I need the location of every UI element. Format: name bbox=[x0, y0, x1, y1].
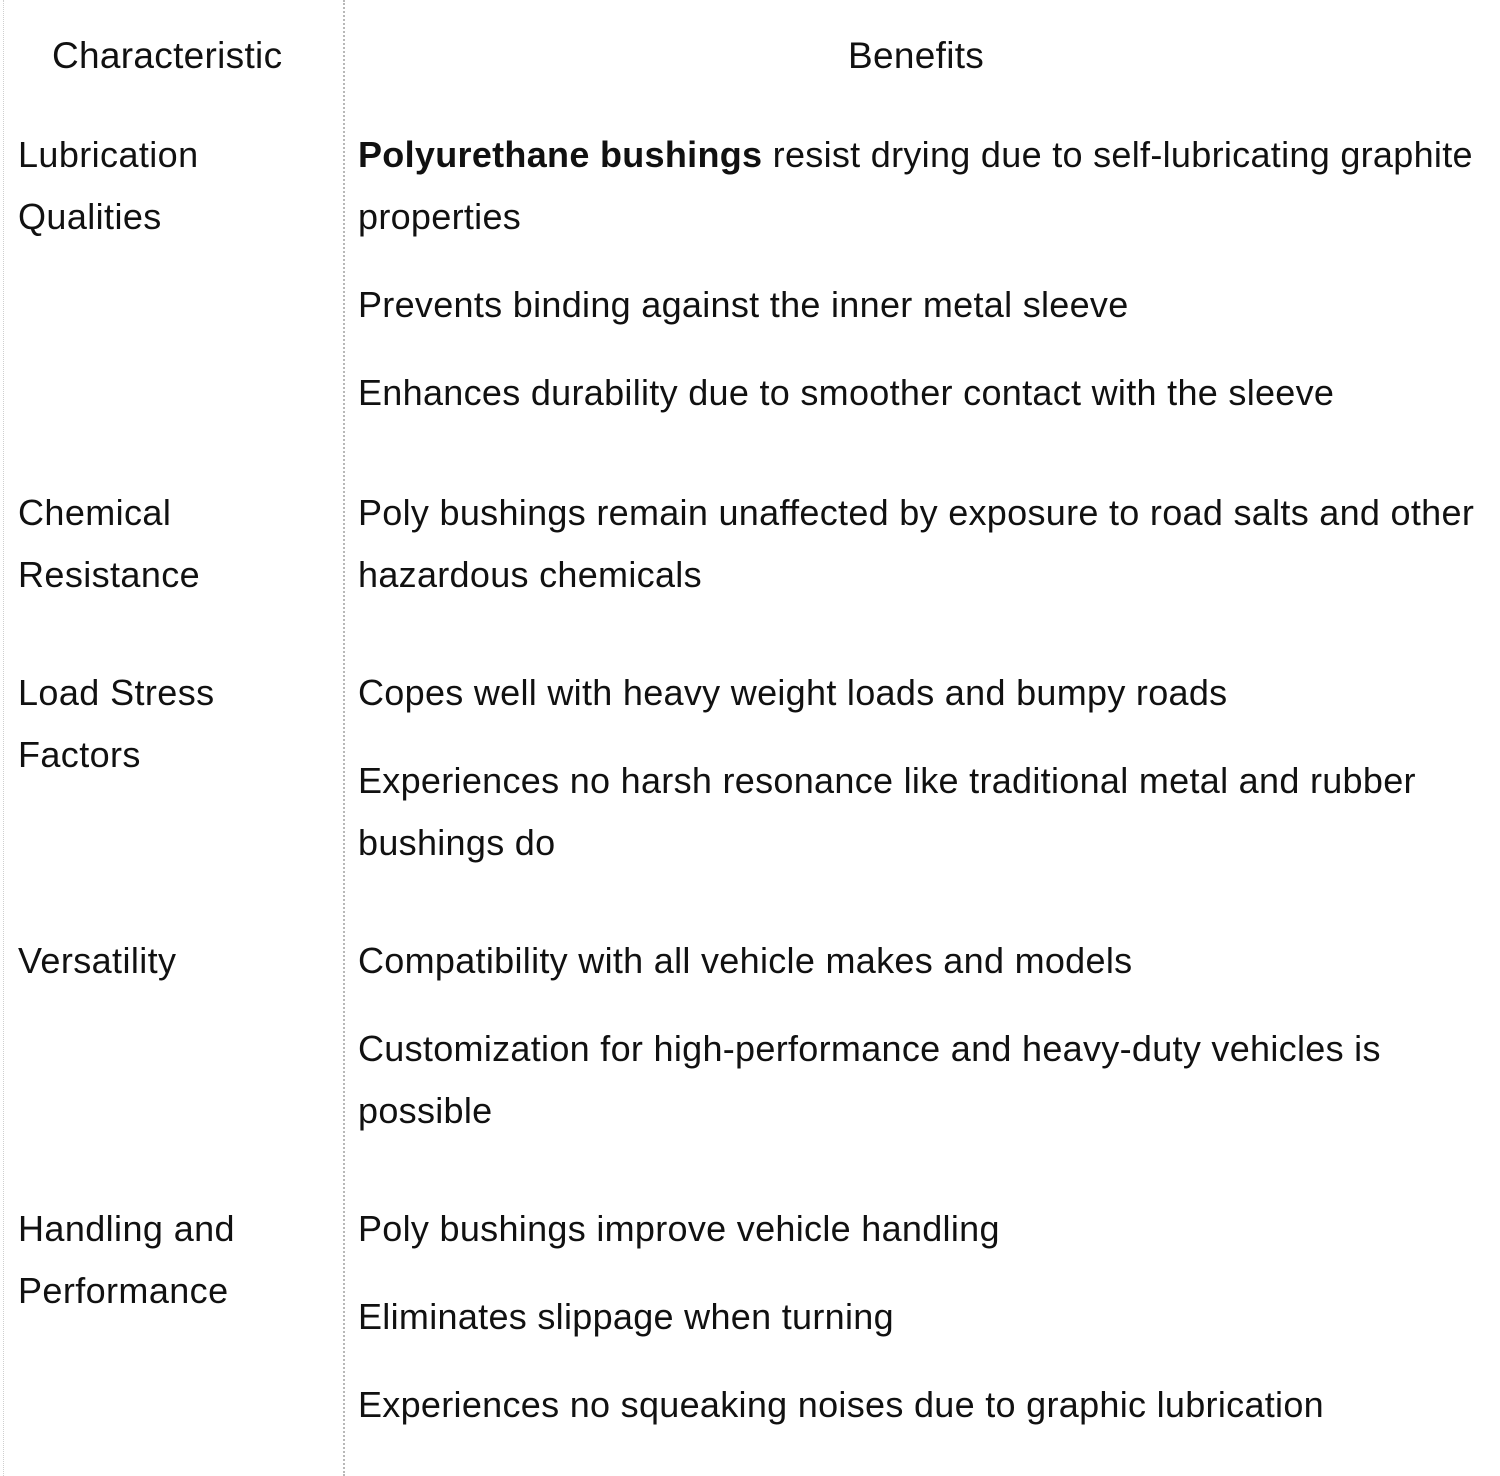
benefit-text: Poly bushings remain unaffected by exposure to road salts and other hazardous chemicals bbox=[358, 492, 1475, 595]
benefit-text: Compatibility with all vehicle makes and models bbox=[358, 940, 1133, 981]
table-left-border bbox=[3, 0, 4, 1476]
characteristic-cell: Load Stress Factors bbox=[18, 672, 215, 775]
column-divider bbox=[343, 0, 345, 1476]
benefit-text: Prevents binding against the inner metal sleeve bbox=[358, 284, 1129, 325]
benefit-item bbox=[358, 1198, 1488, 1260]
benefits-cell bbox=[358, 482, 1488, 632]
benefit-item bbox=[358, 930, 1488, 992]
benefit-item bbox=[358, 750, 1488, 874]
benefit-item bbox=[358, 1018, 1488, 1142]
benefit-item bbox=[358, 362, 1488, 424]
benefit-item bbox=[358, 1374, 1488, 1436]
characteristic-cell: Handling and Performance bbox=[18, 1208, 235, 1311]
benefit-item bbox=[358, 482, 1488, 606]
benefit-text: Customization for high-performance and heavy-duty vehicles is possible bbox=[358, 1028, 1381, 1131]
header-benefits: Benefits bbox=[848, 35, 985, 76]
benefit-text: Eliminates slippage when turning bbox=[358, 1296, 894, 1337]
benefit-text: Enhances durability due to smoother contact with the sleeve bbox=[358, 372, 1335, 413]
benefit-item bbox=[358, 124, 1488, 248]
benefit-text: Experiences no harsh resonance like traditional metal and rubber bushings do bbox=[358, 760, 1416, 863]
characteristic-cell: Lubrication Qualities bbox=[18, 134, 199, 237]
benefits-cell bbox=[358, 930, 1488, 1168]
characteristic-cell: Versatility bbox=[18, 940, 177, 981]
benefit-item bbox=[358, 662, 1488, 724]
characteristic-cell: Chemical Resistance bbox=[18, 492, 201, 595]
benefit-item bbox=[358, 274, 1488, 336]
benefit-item bbox=[358, 1286, 1488, 1348]
benefit-text: Poly bushings improve vehicle handling bbox=[358, 1208, 1000, 1249]
header-characteristic: Characteristic bbox=[52, 35, 283, 76]
benefits-cell bbox=[358, 1198, 1488, 1462]
benefits-cell bbox=[358, 662, 1488, 900]
benefit-text: Copes well with heavy weight loads and bumpy roads bbox=[358, 672, 1228, 713]
benefits-cell bbox=[358, 124, 1488, 450]
benefit-text: resist drying due to self-lubricating graphite properties bbox=[358, 134, 1473, 237]
benefit-bold-text: Polyurethane bushings bbox=[358, 134, 763, 175]
benefit-text: Experiences no squeaking noises due to graphic lubrication bbox=[358, 1384, 1325, 1425]
